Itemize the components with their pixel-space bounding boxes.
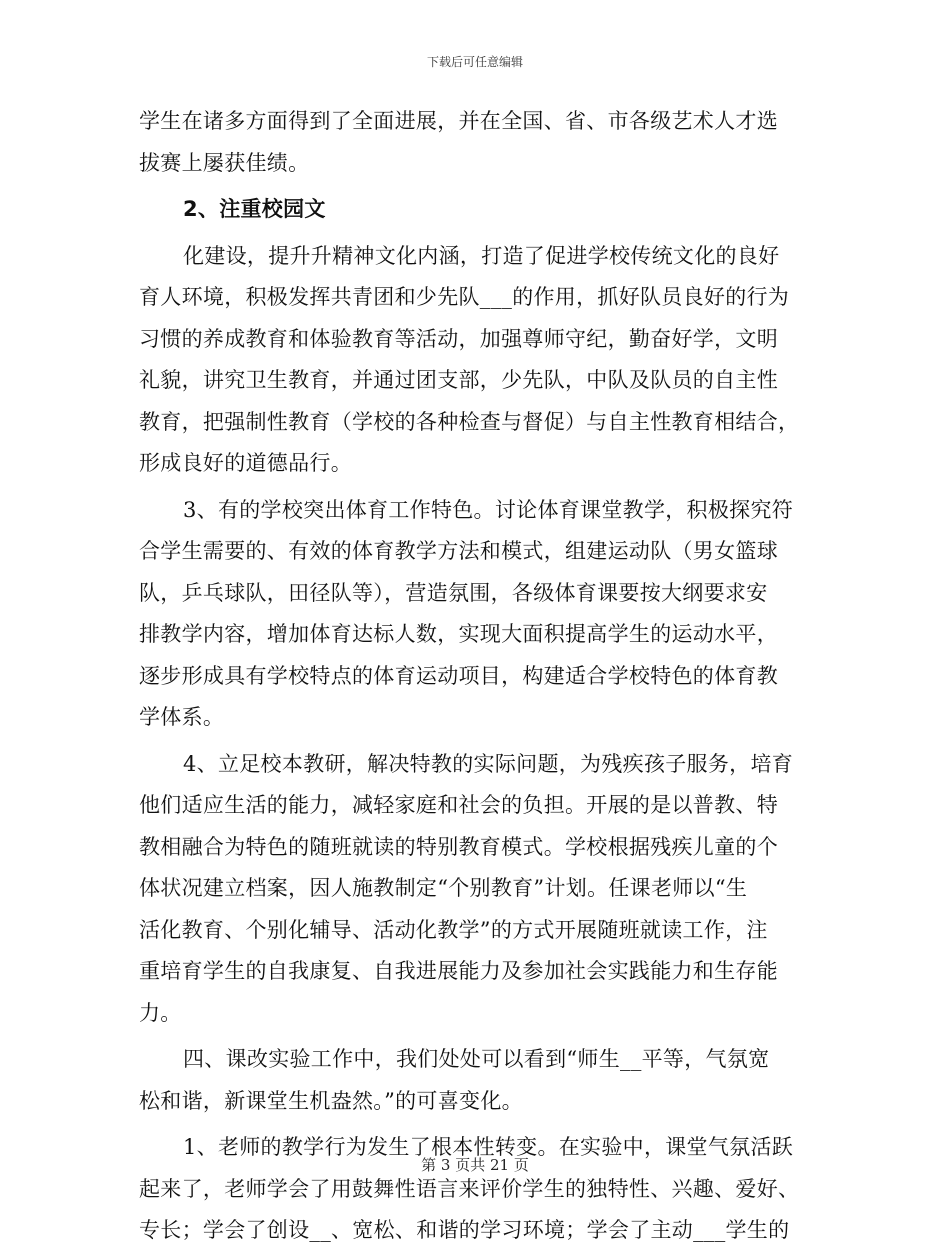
text-line: 松和谐，新课堂生机盎然。”的可喜变化。	[139, 1088, 523, 1113]
text-line: 形成良好的道德品行。	[139, 451, 352, 475]
text-line: 力。	[139, 1000, 182, 1025]
paragraph-teacher-behavior	[139, 1127, 811, 1252]
text-line: 学生在诸多方面得到了全面进展，并在全国、省、市各级艺术人才选	[139, 109, 778, 133]
text-line: 队，乒乓球队，田径队等），营造氛围，各级体育课要按大纲要求安	[139, 580, 768, 605]
paragraph-reform	[139, 1039, 811, 1122]
text-line: 4、立足校本教研，解决特教的实际问题，为残疾孩子服务，培育	[183, 751, 794, 776]
heading-line: 2、注重校园文	[183, 197, 326, 221]
paragraph-special-education	[139, 744, 811, 1035]
text-line: 合学生需要的、有效的体育教学方法和模式，组建运动队（男女篮球	[139, 539, 778, 563]
page-header: 下载后可任意编辑	[426, 55, 523, 69]
text-line: 排教学内容，增加体育达标人数，实现大面积提高学生的运动水平，	[139, 622, 778, 646]
paragraph-continuation	[139, 101, 811, 184]
page-footer: 第 3 页共 21 页	[421, 1156, 529, 1174]
text-line: 拔赛上屡获佳绩。	[139, 150, 310, 175]
text-line: 3、有的学校突出体育工作特色。讨论体育课堂教学，积极探究符	[183, 497, 794, 522]
text-line: 体状况建立档案，因人施教制定“个别教育”计划。任课老师以“生	[139, 876, 748, 900]
text-line: 1、老师的教学行为发生了根本性转变。在实验中，课堂气氛活跃	[183, 1135, 794, 1159]
text-line: 礼貌，讲究卫生教育，并通过团支部，少先队，中队及队员的自主性	[139, 368, 778, 392]
text-line: 他们适应生活的能力，减轻家庭和社会的负担。开展的是以普教、特	[139, 793, 778, 817]
text-line: 逐步形成具有学校特点的体育运动项目，构建适合学校特色的体育教	[139, 663, 778, 688]
text-line: 化建设，提升升精神文化内涵，打造了促进学校传统文化的良好	[183, 243, 780, 268]
section-heading	[139, 189, 811, 231]
text-line: 专长；学会了创设__、宽松、和谐的学习环境；学会了主动___学生的	[139, 1218, 790, 1242]
paragraph-culture	[139, 236, 811, 485]
text-line: 重培育学生的自我康复、自我进展能力及参加社会实践能力和生存能	[139, 959, 778, 983]
text-line: 四、课改实验工作中，我们处处可以看到“师生__平等，气氛宽	[183, 1047, 770, 1071]
paragraph-sports	[139, 490, 811, 739]
text-line: 育人环境，积极发挥共青团和少先队___的作用，抓好队员良好的行为	[139, 285, 790, 309]
text-line: 起来了，老师学会了用鼓舞性语言来评价学生的独特性、兴趣、爱好、	[139, 1176, 800, 1201]
text-line: 习惯的养成教育和体验教育等活动，加强尊师守纪，勤奋好学，文明	[139, 326, 778, 351]
text-line: 教育，把强制性教育（学校的各种检查与督促）与自主性教育相结合，	[139, 409, 800, 434]
text-line: 学体系。	[139, 705, 225, 729]
text-line: 教相融合为特色的随班就读的特别教育模式。学校根据残疾儿童的个	[139, 834, 778, 859]
document-body	[139, 101, 811, 1252]
text-line: 活化教育、个别化辅导、活动化教学”的方式开展随班就读工作，注	[139, 917, 768, 942]
